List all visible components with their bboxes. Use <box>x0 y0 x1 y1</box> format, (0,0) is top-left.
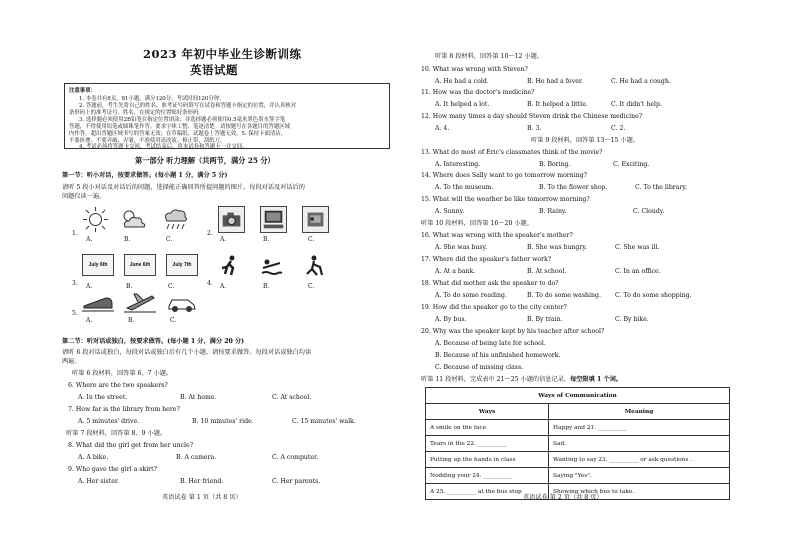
option: A. At a bank. <box>435 268 476 275</box>
notice-line: 答题，不得使用铅笔或圆珠笔作答。要求字体工整、笔迹清楚。请按题号在各题目的答题区域 <box>69 124 291 130</box>
sunny-icon <box>82 206 109 233</box>
option: B. To the flower shop. <box>539 184 608 191</box>
option-c-label: C. <box>308 236 315 243</box>
table-row <box>426 468 730 484</box>
car-icon <box>166 292 198 314</box>
section-1-heading: 第一节：听小对话，按要求做答。(每小题 1 分，满分 5 分) <box>62 172 228 179</box>
option-c-label: C. <box>308 283 315 290</box>
option: B. Because of his unfinished homework. <box>435 352 561 359</box>
notice-line: 4. 考试必须将答题卡交回，考试结束后，将本试卷和答题卡一并交回。 <box>79 144 248 150</box>
table-cell: Nodding your 24. __________ <box>426 468 549 484</box>
option: C. To the library. <box>635 184 688 191</box>
option: A. To do some reading. <box>435 292 507 299</box>
notice-line: 2. 答题前，考生先将自己的姓名、准考证号码填写在试卷和答题卡指定的位置，并认真核对 <box>79 103 297 109</box>
section-2-heading: 第二节：听对话或独白，按要求做答。(每小题 1 分，满分 20 分) <box>62 338 245 345</box>
material-intro <box>421 376 622 384</box>
option: C. She was ill. <box>615 244 660 251</box>
cloudy-icon <box>120 206 147 233</box>
section-2-desc: 请听 6 段对话或独白，每段对话或独白后有几个小题，请按要求做答。每段对话或独白均读 <box>62 349 312 356</box>
notice-heading: 注意事项： <box>69 88 96 94</box>
hockey-icon <box>302 254 326 278</box>
question-18: 18. What did mother ask the speaker to do? <box>421 280 559 287</box>
option: A. In the street. <box>78 394 128 401</box>
question-20: 20. Why was the speaker kept by his teacher after school? <box>421 328 605 335</box>
material-intro: 听第 6 段材料，回答第 6、7 小题。 <box>72 370 173 377</box>
option: B. Rainy. <box>539 208 567 215</box>
section-1-desc: 问题仅读一遍。 <box>62 193 106 200</box>
exam-title: 2023 年初中毕业生诊断训练 <box>143 47 302 61</box>
pic-q-number: 5. <box>72 310 78 317</box>
option: A. 5 minutes' drive. <box>78 418 140 425</box>
table-cell: Tears in the 22. __________ <box>426 436 549 452</box>
calendar-date: June 6th <box>129 262 151 268</box>
option-a-label: A. <box>86 317 93 324</box>
calendar-date: July 6th <box>88 262 108 268</box>
material-intro: 听第 8 段材料，回答第 10～12 小题。 <box>435 53 543 60</box>
option: A. By bus. <box>435 316 467 323</box>
option: C. It didn't help. <box>611 101 662 108</box>
section-2-desc: 两遍。 <box>62 358 81 365</box>
table-cell: Wanting to say 23. __________ or ask questions . <box>549 452 730 468</box>
option-c-label: C. <box>166 236 173 243</box>
option: C. 15 minutes' walk. <box>292 418 356 425</box>
material-intro: 听第 7 段材料，回答第 8、9 小题。 <box>66 430 167 437</box>
option-a-label: A. <box>86 283 93 290</box>
table-cell: Saying "Yes". <box>549 468 730 484</box>
question-15: 15. What will the weather be like tomorrow morning? <box>421 196 590 203</box>
train-icon <box>82 292 114 314</box>
notice-line: 3. 选择题必须使用2B铅笔在指定位置填涂；非选择题必须使用0.5毫米黑色墨水签字笔 <box>79 117 286 123</box>
option-b-label: B. <box>263 236 270 243</box>
option: A. Her sister. <box>78 478 120 485</box>
option: B. Her friend. <box>180 478 224 485</box>
calendar-date: July 7th <box>172 262 192 268</box>
option-a-label: A. <box>86 236 93 243</box>
option-b-label: B. <box>128 317 135 324</box>
option: C. He had a cough. <box>611 78 671 85</box>
option: B. She was hungry. <box>527 244 587 251</box>
option: B. 10 minutes' ride. <box>192 418 254 425</box>
table-cell: Putting up the hands in class <box>426 452 549 468</box>
option: A. Sunny. <box>435 208 465 215</box>
option: A. Interesting. <box>435 161 481 168</box>
option-c-label: C. <box>170 317 177 324</box>
question-16: 16. What was wrong with the speaker's mother? <box>421 232 573 239</box>
intro-text: 听第 11 段材料，完成表中 21～25 小题的信息记录， <box>421 376 571 383</box>
question-10: 10. What was wrong with Steven? <box>421 66 528 73</box>
table-row <box>426 420 730 436</box>
option: B. By train. <box>527 316 563 323</box>
option: C. Cloudy. <box>633 208 665 215</box>
option-a-label: A. <box>220 236 227 243</box>
computer-icon <box>260 206 287 233</box>
notice-line: 内作答，超出答题区域书写的答案无效；在草稿纸、试题卷上答题无效。5. 保持卡面清洁， <box>69 131 287 137</box>
option: A. A bike. <box>78 454 109 461</box>
exam-subtitle: 英语试题 <box>190 63 238 77</box>
notice-line: 条形码上的准考证号、姓名，在规定的位置贴好条形码。 <box>69 110 204 116</box>
notice-line: 不要折叠、不要弄破、弄皱，不准使用涂改液、修正带、刮纸刀。 <box>69 138 226 144</box>
calendar-icon <box>82 254 114 276</box>
option: A. Because of being late for school. <box>435 340 546 347</box>
option: B. 3. <box>527 125 542 132</box>
question-12: 12. How many times a day should Steven drink the Chinese medicine? <box>421 113 643 120</box>
pic-q-number: 1. <box>72 230 78 237</box>
table-header: Ways <box>426 404 549 420</box>
camera-icon <box>218 206 245 233</box>
pic-q-number: 4. <box>207 280 213 287</box>
table-cell: Showing which bus to take. <box>549 484 730 500</box>
question-17: 17. Where did the speaker's father work? <box>421 256 552 263</box>
pic-q-number: 3. <box>72 280 78 287</box>
question-7: 7. How far is the library from here? <box>68 406 180 413</box>
communication-table <box>425 387 730 500</box>
table-cell: Happy and 21. __________ <box>549 420 730 436</box>
question-6: 6. Where are the two speakers? <box>68 382 168 389</box>
option: A. 4. <box>435 125 450 132</box>
option: C. Exciting. <box>613 161 650 168</box>
bike-store-icon <box>302 206 329 233</box>
option: B. It helped a little. <box>527 101 588 108</box>
table-title: Ways of Communication <box>426 388 730 404</box>
swimming-icon <box>260 254 284 278</box>
option: C. In an office. <box>615 268 661 275</box>
option-a-label: A. <box>220 283 227 290</box>
option: C. A computer. <box>272 454 319 461</box>
question-13: 13. What do most of Eric's classmates think of the movie? <box>421 149 603 156</box>
question-19: 19. How did the speaker go to the city center? <box>421 304 567 311</box>
rainy-icon <box>162 206 189 233</box>
material-intro: 听第 10 段材料，回答第 16～20 小题。 <box>421 220 533 227</box>
option-b-label: B. <box>126 283 133 290</box>
page-footer: 英语试卷 第 2 页（共 8 页） <box>523 494 603 501</box>
page-footer: 英语试卷 第 1 页（共 8 页） <box>162 494 242 501</box>
table-row <box>426 436 730 452</box>
calendar-icon <box>166 254 198 276</box>
option: B. To do some washing. <box>527 292 601 299</box>
section-1-desc: 请听 5 段小对话及对话后的问题，选择能正确回答所提问题的图片。每段对话及对话后的 <box>62 184 305 191</box>
part-heading: 第一部分 听力理解（共两节，满分 25 分） <box>135 156 275 165</box>
calendar-icon <box>124 254 156 276</box>
question-11: 11. How was the doctor's medicine? <box>421 89 535 96</box>
option: C. 2. <box>611 125 626 132</box>
option: A. It helped a lot. <box>435 101 490 108</box>
question-8: 8. What did the girl get from her uncle? <box>68 442 194 449</box>
table-cell: A 25. __________ at the bus stop <box>426 484 549 500</box>
option-b-label: B. <box>124 236 131 243</box>
option: B. At home. <box>180 394 217 401</box>
option: C. To do some shopping. <box>615 292 692 299</box>
running-icon <box>218 254 242 278</box>
material-intro: 听第 9 段材料，回答第 13～15 小题。 <box>531 137 639 144</box>
table-cell: A smile on the face <box>426 420 549 436</box>
option-c-label: C. <box>168 283 175 290</box>
notice-box <box>64 83 390 149</box>
option: C. At school. <box>272 394 312 401</box>
option: A. To the museum. <box>435 184 494 191</box>
option: B. At school. <box>527 268 567 275</box>
option: B. A camera. <box>176 454 217 461</box>
pic-q-number: 2. <box>207 230 213 237</box>
table-cell: Sad. <box>549 436 730 452</box>
intro-emphasis: 每空限填 1 个词。 <box>570 376 622 383</box>
option: C. Because of missing class. <box>435 364 524 371</box>
question-14: 14. Where does Sally want to go tomorrow morning? <box>421 172 587 179</box>
notice-line: 1. 本卷共有8页，81小题，满分120分，考试时间120分钟。 <box>79 96 225 102</box>
option: B. He had a fever. <box>527 78 584 85</box>
option: C. By bike. <box>615 316 649 323</box>
option: C. Her parents. <box>272 478 321 485</box>
option: A. She was busy. <box>435 244 488 251</box>
option: A. He had a cold. <box>435 78 489 85</box>
question-9: 9. Who gave the girl a skirt? <box>68 466 157 473</box>
table-header: Meaning <box>549 404 730 420</box>
table-row <box>426 452 730 468</box>
option: B. Boring. <box>539 161 571 168</box>
plane-icon <box>124 290 156 314</box>
option-b-label: B. <box>263 283 270 290</box>
